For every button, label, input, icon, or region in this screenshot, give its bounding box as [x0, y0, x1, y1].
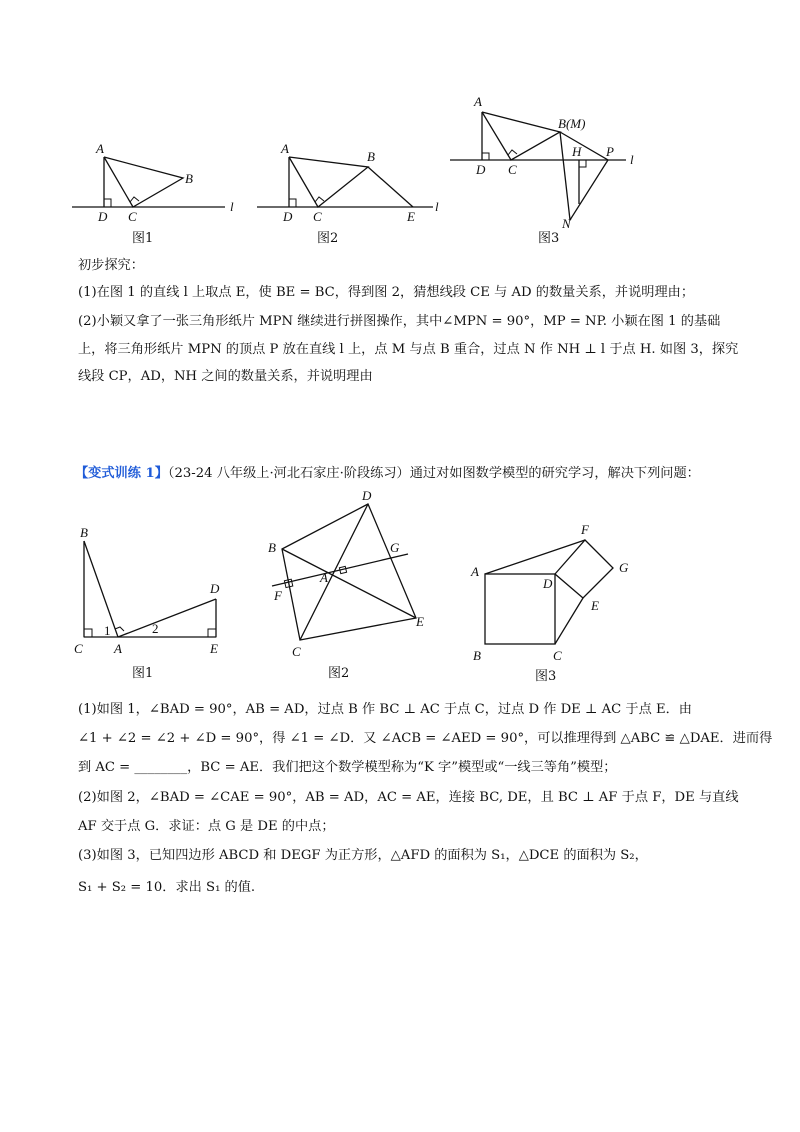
part-3-line1: (3)如图 3，已知四边形 ABCD 和 DEGF 为正方形，△AFD 的面积为 S₁，△DCE 的面积为 S₂，	[78, 848, 648, 863]
label-G: G	[390, 540, 400, 555]
bottom-figure-3	[465, 518, 650, 685]
label-BM: B(M)	[558, 116, 586, 131]
label-l: l	[230, 199, 234, 214]
label-B: B	[473, 648, 481, 663]
label-E: E	[210, 641, 218, 656]
label-B: B	[80, 525, 88, 540]
bottom-figure-2-drawing	[258, 490, 438, 685]
label-C: C	[553, 648, 562, 663]
question-2-text-line1: (2)小颖又拿了一张三角形纸片 MPN 继续进行拼图操作，其中∠MPN = 90°，MP = NP. 小颖在图 1 的基础	[78, 314, 721, 329]
label-D: D	[362, 488, 372, 503]
label-C: C	[313, 209, 322, 224]
label-E: E	[591, 598, 599, 613]
label-G: G	[619, 560, 629, 575]
top-figure-1	[70, 135, 250, 250]
label-H: H	[572, 144, 582, 159]
label-B: B	[268, 540, 276, 555]
figure-caption: 图3	[535, 669, 557, 684]
part-1-line1: (1)如图 1，∠BAD = 90°，AB = AD，过点 B 作 BC ⊥ AC 于点 C，过点 D 作 DE ⊥ AC 于点 E．由	[78, 702, 692, 717]
label-A: A	[474, 94, 482, 109]
top-figure-1-drawing	[70, 135, 250, 250]
top-figure-2	[255, 135, 455, 250]
label-l: l	[435, 199, 439, 214]
figure-caption: 图1	[132, 666, 154, 681]
label-angle-2: 2	[152, 621, 159, 636]
label-D: D	[283, 209, 293, 224]
exercise-tag: 【变式训练 1】	[75, 466, 168, 481]
part-2-line2: AF 交于点 G．求证：点 G 是 DE 的中点；	[78, 819, 335, 834]
label-B: B	[367, 149, 375, 164]
bottom-figure-2	[258, 490, 438, 685]
label-l: l	[630, 152, 634, 167]
label-A: A	[281, 141, 289, 156]
label-C: C	[508, 162, 517, 177]
figure-caption: 图3	[538, 231, 560, 246]
exercise-header	[75, 464, 740, 484]
top-figure-2-drawing	[255, 135, 455, 250]
label-B: B	[185, 171, 193, 186]
label-C: C	[292, 644, 301, 659]
question-2-text-line2: 上，将三角形纸片 MPN 的顶点 P 放在直线 l 上，点 M 与点 B 重合，过点 N 作 NH ⊥ l 于点 H. 如图 3，探究	[78, 342, 739, 357]
label-D: D	[476, 162, 486, 177]
label-N: N	[562, 216, 571, 231]
label-F: F	[581, 522, 589, 537]
section1-heading: 初步探究：	[78, 258, 144, 273]
label-F: F	[274, 588, 282, 603]
top-figure-3-drawing	[448, 92, 648, 247]
label-A: A	[471, 564, 479, 579]
part-1-line2: ∠1 + ∠2 = ∠2 + ∠D = 90°，得 ∠1 = ∠D．又 ∠ACB = ∠AED = 90°，可以推理得到 △ABC ≌ △DAE．进而得	[78, 731, 773, 746]
part-1-line3: 到 AC = ________，BC = AE．我们把这个数学模型称为“K 字”模型或“一线三等角”模型；	[78, 760, 617, 775]
figure-caption: 图2	[328, 666, 350, 681]
label-P: P	[606, 144, 614, 159]
label-angle-1: 1	[104, 623, 111, 638]
part-3-line2: S₁ + S₂ = 10．求出 S₁ 的值.	[78, 880, 256, 895]
label-D: D	[98, 209, 108, 224]
figure-caption: 图2	[317, 231, 339, 246]
label-E: E	[416, 614, 424, 629]
label-A: A	[114, 641, 122, 656]
label-A: A	[320, 570, 328, 585]
label-C: C	[128, 209, 137, 224]
label-D: D	[543, 576, 553, 591]
label-D: D	[210, 581, 220, 596]
question-2-text-line3: 线段 CP，AD，NH 之间的数量关系，并说明理由	[78, 369, 373, 384]
bottom-figure-1	[68, 525, 238, 685]
part-2-line1: (2)如图 2，∠BAD = ∠CAE = 90°，AB = AD，AC = AE，连接 BC, DE，且 BC ⊥ AF 于点 F，DE 与直线	[78, 790, 739, 805]
bottom-figure-1-drawing	[68, 525, 238, 685]
question-1-text: (1)在图 1 的直线 l 上取点 E，使 BE = BC，得到图 2，猜想线段 CE 与 AD 的数量关系，并说明理由；	[78, 285, 695, 300]
label-C: C	[74, 641, 83, 656]
label-A: A	[96, 141, 104, 156]
bottom-figure-3-drawing	[465, 518, 650, 685]
label-E: E	[407, 209, 415, 224]
figure-caption: 图1	[132, 231, 154, 246]
top-figure-3	[448, 92, 648, 247]
exercise-intro: （23-24 八年级上·河北石家庄·阶段练习）通过对如图数学模型的研究学习，解决下列问题：	[167, 466, 700, 481]
